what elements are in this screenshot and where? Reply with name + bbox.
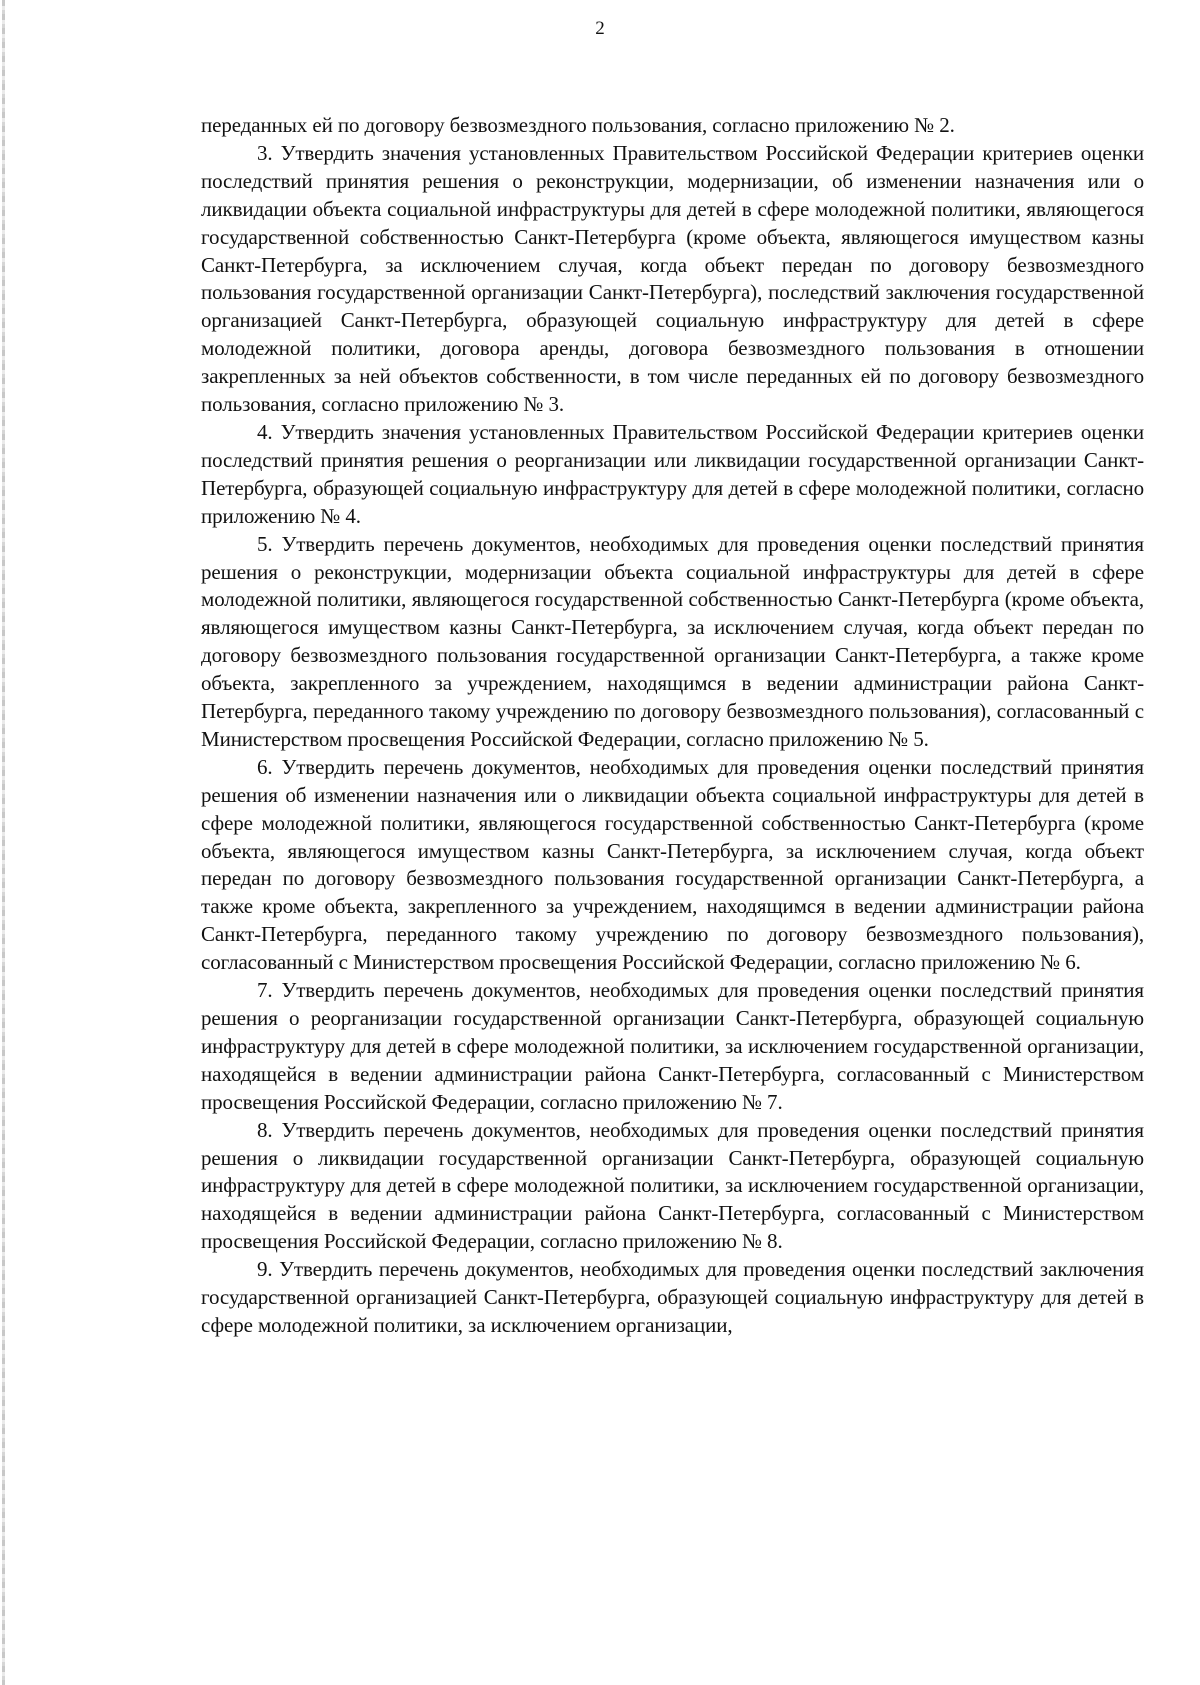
paragraph-item-6: 6. Утвердить перечень документов, необходимых для проведения оценки последствий принятия решения об изменении назначения или о ликвидации объекта социальной инфраструктуры для детей в сфере молодежной политики, являющегося государственной собственностью Санкт-Петербурга (кроме объекта, являющегося имуществом казны Санкт-Петербурга, за исключением случая, когда объект передан по договору безвозмездного пользования государственной организации Санкт-Петербурга, а также кроме объекта, закрепленного за учреждением, находящимся в ведении администрации района Санкт-Петербурга, переданного такому учреждению по договору безвозмездного пользования), согласованный с Министерством просвещения Российской Федерации, согласно приложению № 6. [201, 754, 1144, 975]
paragraph-item-8: 8. Утвердить перечень документов, необходимых для проведения оценки последствий принятия решения о ликвидации государственной организации Санкт-Петербурга, образующей социальную инфраструктуру для детей в сфере молодежной политики, за исключением государственной организации, находящейся в ведении администрации района Санкт-Петербурга, согласованный с Министерством просвещения Российской Федерации, согласно приложению № 8. [201, 1117, 1144, 1254]
paragraph-continuation: переданных ей по договору безвозмездного пользования, согласно приложению № 2. [201, 113, 955, 137]
scan-edge-artifact [2, 0, 5, 1685]
page-number: 2 [595, 18, 605, 39]
paragraph-item-7: 7. Утвердить перечень документов, необходимых для проведения оценки последствий принятия решения о реорганизации государственной организации Санкт-Петербурга, образующей социальную инфраструктуру для детей в сфере молодежной политики, за исключением государственной организации, находящейся в ведении администрации района Санкт-Петербурга, согласованный с Министерством просвещения Российской Федерации, согласно приложению № 7. [201, 978, 1144, 1114]
paragraph-item-4: 4. Утвердить значения установленных Правительством Российской Федерации критериев оценки последствий принятия решения о реорганизации или ликвидации государственной организации Санкт-Петербурга, образующей социальную инфраструктуру для детей в сфере молодежной политики, согласно приложению № 4. [201, 419, 1144, 528]
paragraph-item-3: 3. Утвердить значения установленных Правительством Российской Федерации критериев оценки последствий принятия решения о реконструкции, модернизации, об изменении назначения или о ликвидации объекта социальной инфраструктуры для детей в сфере молодежной политики, являющегося государственной собственностью Санкт-Петербурга (кроме объекта, являющегося имуществом казны Санкт-Петербурга, за исключением случая, когда объект передан по договору безвозмездного пользования государственной организации Санкт-Петербурга), последствий заключения государственной организацией Санкт-Петербурга, образующей социальную инфраструктуру для детей в сфере молодежной политики, договора аренды, договора безвозмездного пользования в отношении закрепленных за ней объектов собственности, в том числе переданных ей по договору безвозмездного пользования, согласно приложению № 3. [201, 140, 1144, 417]
paragraph-item-9: 9. Утвердить перечень документов, необходимых для проведения оценки последствий заключения государственной организацией Санкт-Петербурга, образующей социальную инфраструктуру для детей в сфере молодежной политики, за исключением организации, [201, 1257, 1144, 1337]
paragraph-item-5: 5. Утвердить перечень документов, необходимых для проведения оценки последствий принятия решения о реконструкции, модернизации объекта социальной инфраструктуры для детей в сфере молодежной политики, являющегося государственной собственностью Санкт-Петербурга (кроме объекта, являющегося имуществом казны Санкт-Петербурга, за исключением случая, когда объект передан по договору безвозмездного пользования государственной организации Санкт-Петербурга, а также кроме объекта, закрепленного за учреждением, находящимся в ведении администрации района Санкт-Петербурга, переданного такому учреждению по договору безвозмездного пользования), согласованный с Министерством просвещения Российской Федерации, согласно приложению № 5. [201, 531, 1144, 751]
document-body [201, 112, 1144, 1340]
